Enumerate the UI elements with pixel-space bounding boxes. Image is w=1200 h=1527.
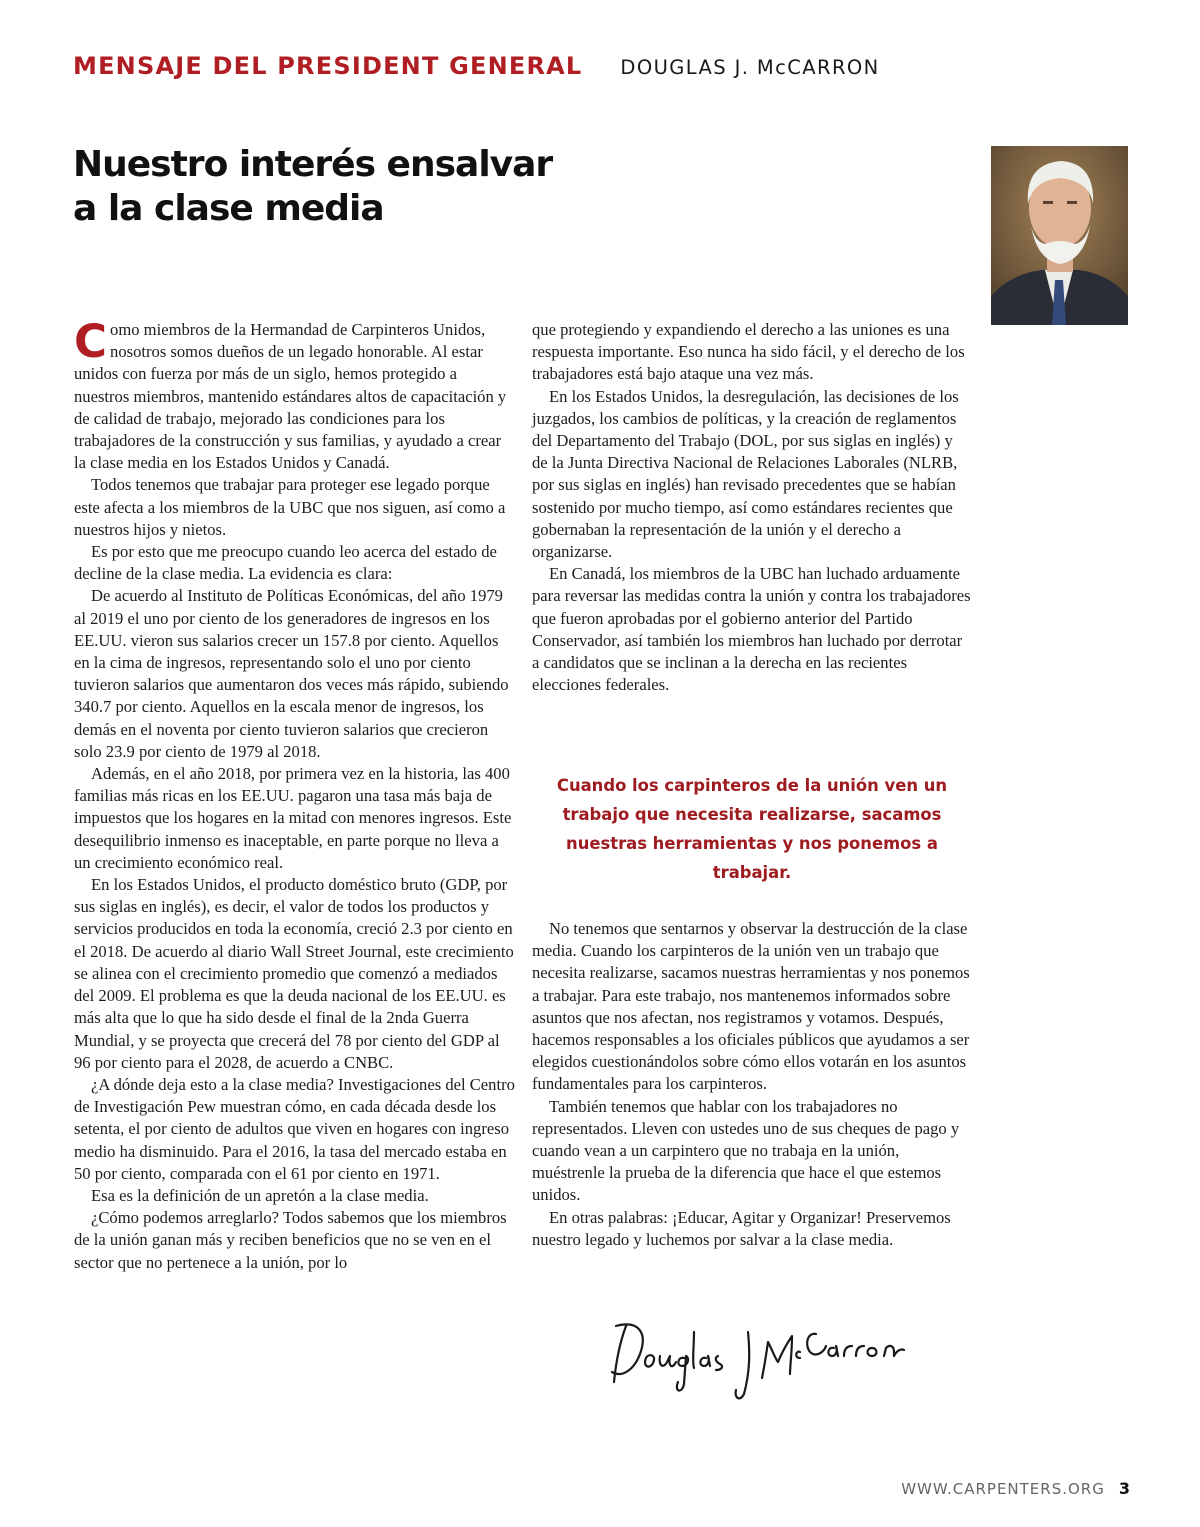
title-line-1: Nuestro interés ensalvar (73, 144, 553, 185)
article-column-right-bottom (532, 918, 972, 1251)
article-column-right-top (532, 319, 972, 696)
article-column-left (74, 315, 516, 1274)
paragraph-3: Es por esto que me preocupo cuando leo acerca del estado de decline de la clase media. La evidencia es clara: (74, 542, 497, 584)
page-footer (901, 1479, 1130, 1498)
footer-url[interactable]: WWW.CARPENTERS.ORG (901, 1480, 1105, 1498)
paragraph-9: ¿Cómo podemos arreglarlo? Todos sabemos que los miembros de la unión ganan más y reciben beneficios que no se ven en el sector que no pertenece a la unión, por lo (74, 1208, 507, 1272)
author-signature (608, 1312, 908, 1402)
paragraph-10: que protegiendo y expandiendo el derecho a las uniones es una respuesta importante. Eso nunca ha sido fácil, y el derecho de los trabajadores está bajo ataque una vez más. (532, 320, 965, 384)
paragraph-7: ¿A dónde deja esto a la clase media? Investigaciones del Centro de Investigación Pew muestran cómo, en cada década desde los setenta, el por ciento de adultos que viven en hogares con ingreso medio ha disminuido. Para el 2016, la tasa del mercado estaba en 50 por ciento, comparada con el 61 por ciento en 1971. (74, 1074, 515, 1183)
section-label: MENSAJE DEL PRESIDENT GENERAL (73, 52, 583, 80)
paragraph-6: En los Estados Unidos, el producto doméstico bruto (GDP, por sus siglas en inglés), es decir, el valor de todos los productos y servicios producidos en toda la economía, creció 2.3 por ciento en el 2018. De acuerdo al diario Wall Street Journal, este crecimiento se alinea con el crecimiento promedio que comenzó a mediados del 2009. El problema es que la deuda nacional de los EE.UU. es más alta que lo que ha sido desde el final de la 2nda Guerra Mundial, y se proyecta que crecerá del 78 por ciento del GDP al 96 por ciento para el 2028, de acuerdo a CNBC. (74, 875, 514, 1072)
paragraph-1 (74, 315, 516, 474)
page-number: 3 (1118, 1479, 1130, 1498)
paragraph-11: En los Estados Unidos, la desregulación, las decisiones de los juzgados, los cambios de políticas, y la creación de reglamentos del Departamento del Trabajo (DOL, por sus siglas en inglés) y de la Junta Directiva Nacional de Relaciones Laborales (NLRB, por sus siglas en inglés) han revisado precedentes que se habían sostenido por mucho tiempo, así como estándares recientes que gobernaban la representación de la unión y el derecho a organizarse. (532, 386, 959, 562)
paragraph-4: De acuerdo al Instituto de Políticas Económicas, del año 1979 al 2019 el uno por ciento de los generadores de ingresos en los EE.UU. vieron sus salarios crecer un 157.8 por ciento. Aquellos en la cima de ingresos, representando solo el uno por ciento tuvieron salarios que aumentaron dos veces más rápido, subiendo 340.7 por ciento. Aquellos en la escala menor de ingresos, los demás en el noventa por ciento tuvieron salarios que crecieron solo 23.9 por ciento de 1979 al 2018. (74, 586, 509, 761)
author-label: DOUGLAS J. McCARRON (620, 56, 880, 79)
author-portrait (991, 146, 1128, 325)
paragraph-2: Todos tenemos que trabajar para proteger ese legado porque este afecta a los miembros de la UBC que nos siguen, así como a nuestros hijos y nietos. (74, 475, 506, 539)
drop-cap: C (74, 315, 108, 368)
page-header (73, 52, 880, 80)
title-line-2: a la clase media (73, 188, 384, 229)
pull-quote: Cuando los carpinteros de la unión ven un trabajo que necesita realizarse, sacamos nuestras herramientas y nos ponemos a trabajar. (556, 776, 948, 882)
paragraph-8: Esa es la definición de un apretón a la clase media. (91, 1185, 429, 1205)
paragraph-1-text: omo miembros de la Hermandad de Carpinteros Unidos, nosotros somos dueños de un legado honorable. Al estar unidos con fuerza por más de un siglo, hemos protegido a nuestros miembros, mantenido estándares altos de capacitación y de calidad de trabajo, mejorado las condiciones para los trabajadores de la construcción y sus familias, y ayudado a crear la clase media en los Estados Unidos y Canadá. (74, 320, 507, 473)
article-title (73, 143, 552, 231)
paragraph-12: En Canadá, los miembros de la UBC han luchado arduamente para reversar las medidas contra la unión y contra los trabajadores que fueron aprobadas por el gobierno anterior del Partido Conservador, así también los miembros han luchado por derrotar a candidatos que se inclinan a la derecha en las recientes elecciones federales. (532, 564, 971, 695)
paragraph-15: En otras palabras: ¡Educar, Agitar y Organizar! Preservemos nuestro legado y luchemos por salvar a la clase media. (532, 1207, 951, 1249)
paragraph-14: También tenemos que hablar con los trabajadores no representados. Lleven con ustedes uno de sus cheques de pago y cuando vean a un carpintero que no trabaja en la unión, muéstrenle la prueba de la diferencia que hace el que estemos unidos. (532, 1096, 960, 1205)
paragraph-13: No tenemos que sentarnos y observar la destrucción de la clase media. Cuando los carpinteros de la unión ven un trabajo que necesita realizarse, sacamos nuestras herramientas y nos ponemos a trabajar. Para este trabajo, nos mantenemos informados sobre asuntos que nos afectan, nos registramos y votamos. Después, hacemos responsables a los oficiales públicos que ayudamos a ser elegidos cuestionándolos sobre cómo ellos votarán en los asuntos fundamentales para los carpinteros. (532, 919, 970, 1094)
paragraph-5: Además, en el año 2018, por primera vez en la historia, las 400 familias más ricas en los EE.UU. pagaron una tasa más baja de impuestos que los hogares en la mitad con menores ingresos. Este desequilibrio inmenso es inaceptable, en parte porque no lleva a un crecimiento económico real. (74, 764, 512, 872)
